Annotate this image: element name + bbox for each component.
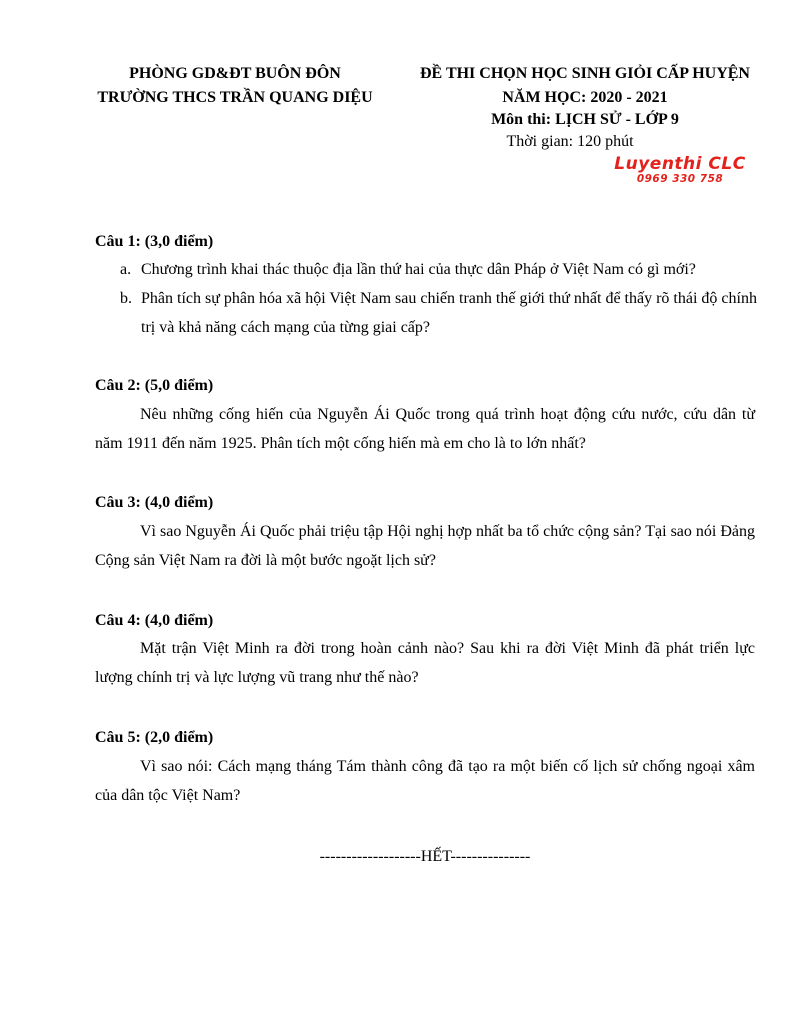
question-3-body: [95, 517, 755, 575]
question-1-title: Câu 1: (3,0 điểm): [95, 233, 214, 250]
exam-title: ĐỀ THI CHỌN HỌC SINH GIỎI CẤP HUYỆN: [420, 65, 750, 82]
question-3-text: Vì sao Nguyễn Ái Quốc phải triệu tập Hội nghị hợp nhất ba tổ chức cộng sản? Tại sao nói Đảng Cộng sản Việt Nam ra đời là một bước ngoặt lịch sử?: [95, 523, 755, 569]
item-marker: b.: [120, 290, 132, 307]
exam-time: Thời gian: 120 phút: [506, 133, 634, 150]
question-5-title: Câu 5: (2,0 điểm): [95, 729, 214, 746]
school-year: NĂM HỌC: 2020 - 2021: [502, 89, 668, 106]
question-5-text: Vì sao nói: Cách mạng tháng Tám thành công đã tạo ra một biến cố lịch sử chống ngoại xâm của dân tộc Việt Nam?: [95, 758, 755, 804]
question-1-item-b: [120, 284, 760, 342]
logo-phone: 0969 330 758: [636, 173, 724, 185]
question-2-body: [95, 400, 755, 458]
subject: Môn thi: LỊCH SỬ - LỚP 9: [491, 111, 679, 128]
item-text: Phân tích sự phân hóa xã hội Việt Nam sau chiến tranh thế giới thứ nhất để thấy rõ thái độ chính trị và khả năng cách mạng của từng giai cấp?: [141, 290, 757, 336]
question-4-text: Mặt trận Việt Minh ra đời trong hoàn cảnh nào? Sau khi ra đời Việt Minh đã phát triển lực lượng chính trị và lực lượng vũ trang như thế nào?: [95, 640, 755, 686]
logo-name: Luyenthi CLC: [614, 154, 746, 174]
item-marker: a.: [120, 261, 132, 278]
school-department: PHÒNG GD&ĐT BUÔN ĐÔN: [129, 65, 341, 82]
item-text: Chương trình khai thác thuộc địa lần thứ hai của thực dân Pháp ở Việt Nam có gì mới?: [141, 261, 696, 278]
school-name: TRƯỜNG THCS TRẦN QUANG DIỆU: [97, 89, 373, 106]
luyenthi-logo: [600, 155, 760, 185]
question-5-body: [95, 752, 755, 810]
end-marker: -------------------HẾT---------------: [319, 848, 531, 865]
question-4-title: Câu 4: (4,0 điểm): [95, 612, 214, 629]
question-2-title: Câu 2: (5,0 điểm): [95, 377, 214, 394]
question-4-body: [95, 634, 755, 692]
question-3-title: Câu 3: (4,0 điểm): [95, 494, 214, 511]
question-1-item-a: [120, 255, 760, 284]
question-2-text: Nêu những cống hiến của Nguyễn Ái Quốc trong quá trình hoạt động cứu nước, cứu dân từ năm 1911 đến năm 1925. Phân tích một cống hiến mà em cho là to lớn nhất?: [95, 406, 755, 452]
